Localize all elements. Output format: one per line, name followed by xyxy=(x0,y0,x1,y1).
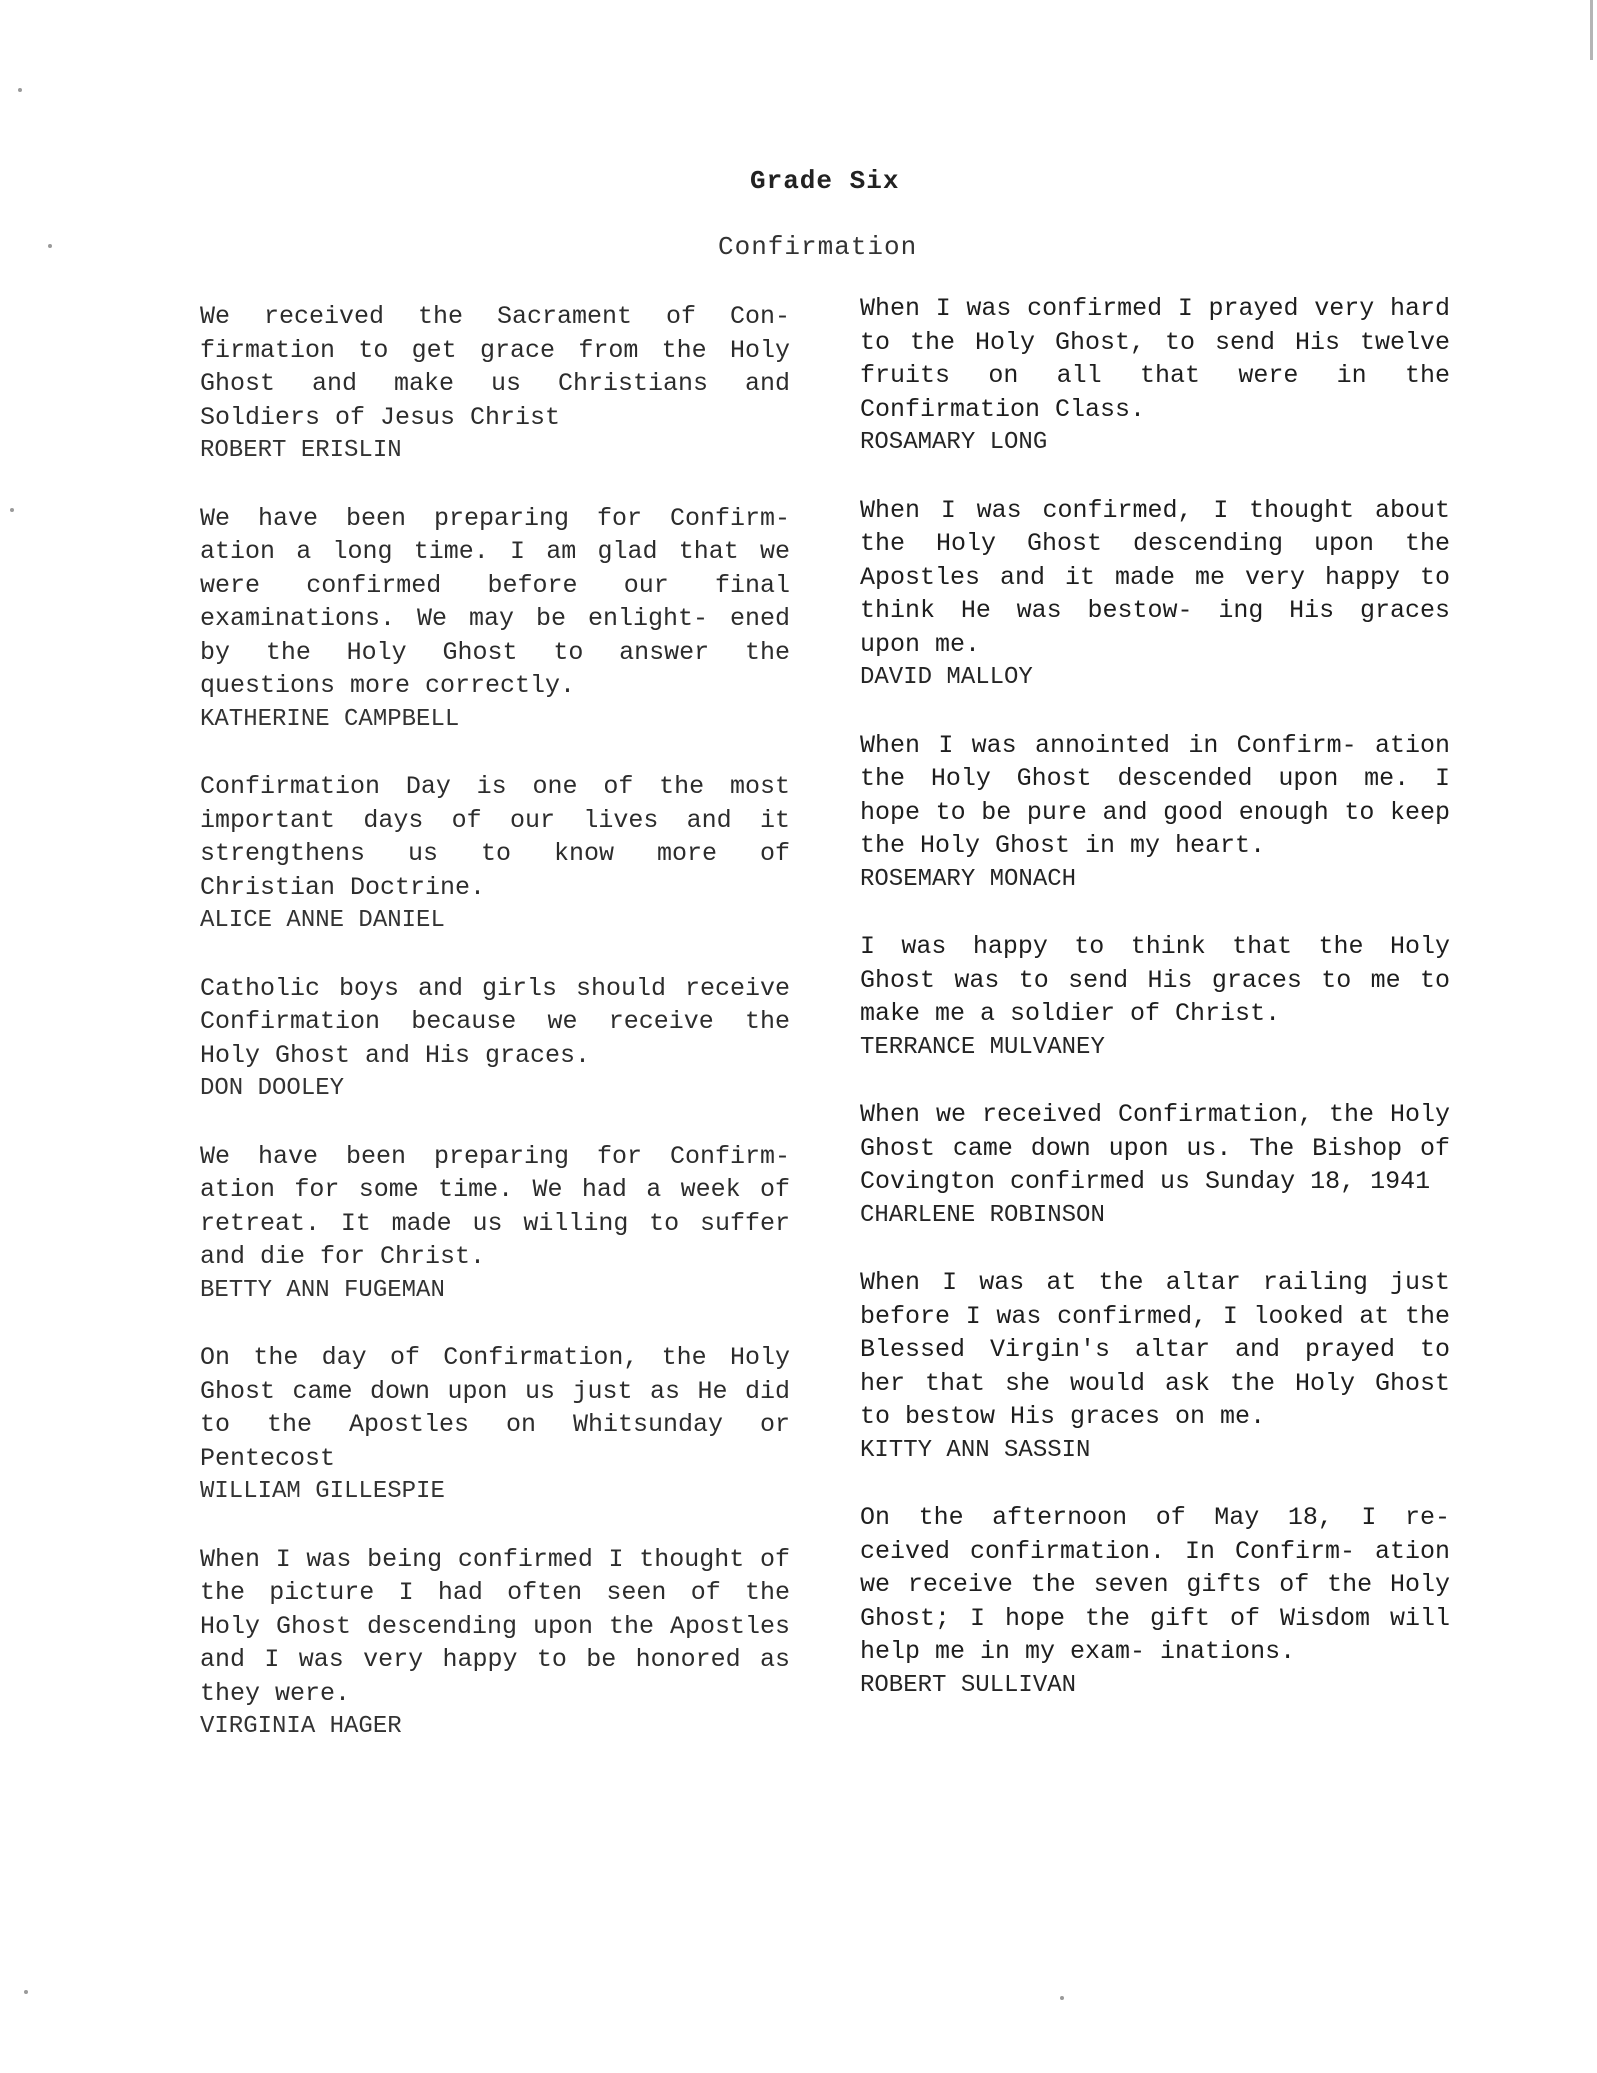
student-entry xyxy=(860,1266,1450,1467)
entry-author: ROBERT SULLIVAN xyxy=(860,1671,1077,1699)
entry-author: ALICE ANNE DANIEL xyxy=(200,907,445,934)
entry-author: VIRGINIA HAGER xyxy=(200,1713,402,1740)
entry-text: We have been preparing for Confirm- ation for some time. We had a week of retreat. It made us willing to suffer and die for Christ. xyxy=(200,1141,790,1271)
scan-speck xyxy=(18,88,22,92)
student-entry xyxy=(860,729,1450,897)
entry-text: We received the Sacrament of Con- firmation to get grace from the Holy Ghost and make us Christians and Soldiers of Jesus Christ xyxy=(200,302,790,432)
student-entry xyxy=(200,1140,790,1308)
entry-text: Confirmation Day is one of the most important days of our lives and it strengthens us to know more of Christian Doctrine. xyxy=(200,772,790,902)
student-entry xyxy=(200,1341,790,1509)
entry-text: When I was confirmed I prayed very hard to the Holy Ghost, to send His twelve fruits on all that were in the Confirmation Class. xyxy=(860,294,1450,424)
entry-author: KATHERINE CAMPBELL xyxy=(200,705,460,733)
entry-text: On the afternoon of May 18, I re- ceived confirmation. In Confirm- ation we receive the seven gifts of the Holy Ghost; I hope the gift of Wisdom will help me in my exam- inations. xyxy=(860,1503,1450,1666)
entry-author: ROSAMARY LONG xyxy=(860,429,1048,456)
student-entry xyxy=(860,1501,1450,1702)
student-entry xyxy=(200,502,790,737)
student-entry xyxy=(860,494,1450,695)
student-entry xyxy=(200,972,790,1106)
entry-text: Catholic boys and girls should receive Confirmation because we receive the Holy Ghost and His graces. xyxy=(200,973,790,1070)
entry-author: TERRANCE MULVANEY xyxy=(860,1033,1105,1061)
entry-author: ROBERT ERISLIN xyxy=(200,437,402,464)
scan-edge-mark xyxy=(1590,0,1593,60)
left-column xyxy=(200,300,790,1778)
student-entry xyxy=(200,300,790,468)
grade-heading: Grade Six xyxy=(750,166,900,196)
student-entry xyxy=(200,1543,790,1744)
scan-speck xyxy=(24,1990,28,1994)
entry-text: I was happy to think that the Holy Ghost was to send His graces to me to make me a soldier of Christ. xyxy=(860,932,1450,1028)
entry-text: On the day of Confirmation, the Holy Ghost came down upon us just as He did to the Apostles on Whitsunday or Pentecost xyxy=(200,1343,790,1473)
entry-text: When I was being confirmed I thought of the picture I had often seen of the Holy Ghost descending upon the Apostles and I was very happy to be honored as they were. xyxy=(200,1544,790,1708)
student-entry xyxy=(860,930,1450,1064)
scan-speck xyxy=(10,508,14,512)
entry-author: KITTY ANN SASSIN xyxy=(860,1436,1091,1464)
student-entry xyxy=(200,770,790,938)
entry-text: When I was annointed in Confirm- ation the Holy Ghost descended upon me. I hope to be pure and good enough to keep the Holy Ghost in my heart. xyxy=(860,730,1450,860)
entry-author: DON DOOLEY xyxy=(200,1075,345,1102)
entry-text: When we received Confirmation, the Holy Ghost came down upon us. The Bishop of Covington confirmed us Sunday 18, 1941 xyxy=(860,1100,1450,1196)
student-entry xyxy=(860,292,1450,460)
scan-speck xyxy=(48,244,52,248)
entry-text: When I was at the altar railing just before I was confirmed, I looked at the Blessed Virgin's altar and prayed to her that she would ask the Holy Ghost to bestow His graces on me. xyxy=(860,1268,1450,1431)
right-column xyxy=(860,292,1450,1736)
entry-text: We have been preparing for Confirm- ation a long time. I am glad that we were confirmed before our final examinations. We may be enlight- ened by the Holy Ghost to answer the questions more correctly. xyxy=(200,503,790,700)
entry-author: DAVID MALLOY xyxy=(860,664,1033,691)
entry-author: BETTY ANN FUGEMAN xyxy=(200,1276,445,1304)
topic-heading: Confirmation xyxy=(718,232,918,262)
scan-speck xyxy=(1060,1996,1064,2000)
entry-author: CHARLENE ROBINSON xyxy=(860,1201,1105,1229)
entry-text: When I was confirmed, I thought about the Holy Ghost descending upon the Apostles and it made me very happy to think He was bestow- ing His graces upon me. xyxy=(860,495,1450,659)
entry-author: ROSEMARY MONACH xyxy=(860,865,1077,893)
student-entry xyxy=(860,1098,1450,1232)
entry-author: WILLIAM GILLESPIE xyxy=(200,1478,445,1505)
